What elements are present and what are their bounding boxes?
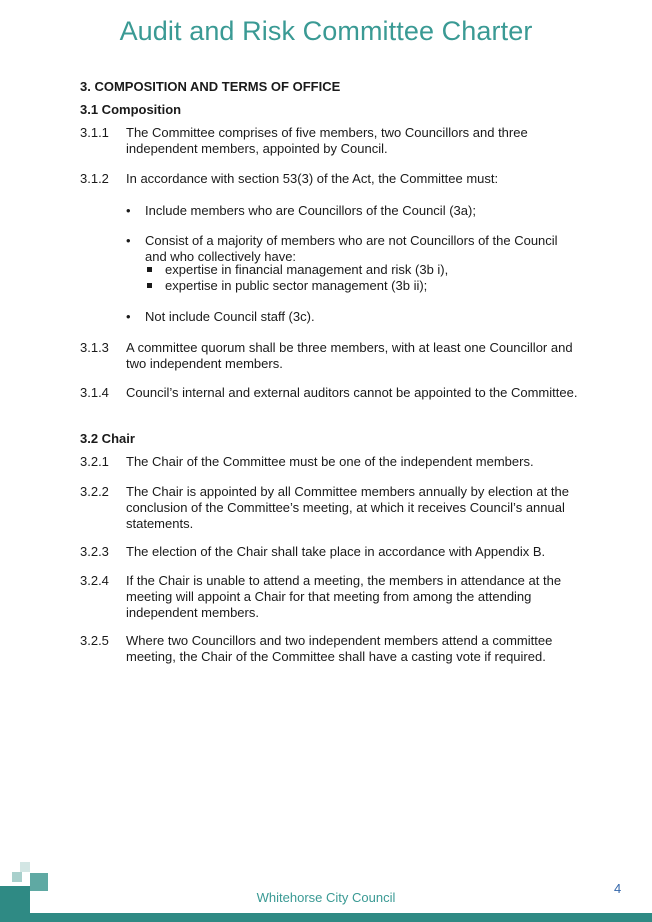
clause-3-1-4 [80,385,580,401]
bullet-item [126,309,576,325]
clause-text: The Chair is appointed by all Committee members annually by election at the conclusion of the Committee’s meeting, at which it receives Council’s annual statements. [126,484,569,531]
clause-text: In accordance with section 53(3) of the Act, the Committee must: [126,171,499,186]
clause-text: Where two Councillors and two independent members attend a committee meeting, the Chair of the Committee shall have a casting vote if required. [126,633,553,664]
clause-number: 3.2.3 [80,544,109,559]
decorative-square [30,873,48,891]
sub-bullet-item [146,278,566,294]
clause-3-2-2 [80,484,580,532]
footer-organisation: Whitehorse City Council [256,890,396,905]
decorative-square [20,862,30,872]
section-heading: 3. COMPOSITION AND TERMS OF OFFICE [80,79,341,94]
bullet-text: Consist of a majority of members who are not Councillors of the Council and who collectively have: [145,233,558,264]
subsection-heading-composition: 3.1 Composition [80,102,182,117]
bullet-marker: • [126,309,131,324]
sub-bullet-text: expertise in public sector management (3b ii); [165,278,428,293]
footer-bar [30,913,652,922]
sub-bullet-item [146,262,566,278]
clause-number: 3.1.2 [80,171,109,186]
bullet-text: Not include Council staff (3c). [145,309,315,324]
clause-text: The Committee comprises of five members, two Councillors and three independent members, appointed by Council. [126,125,528,156]
clause-3-1-1 [80,125,580,157]
clause-text: The Chair of the Committee must be one of the independent members. [126,454,534,469]
bullet-marker: • [126,233,131,248]
clause-3-2-3 [80,544,580,560]
clause-number: 3.2.1 [80,454,109,469]
subsection-heading-chair: 3.2 Chair [80,431,135,446]
bullet-text: Include members who are Councillors of the Council (3a); [145,203,476,218]
square-bullet-icon [147,267,152,272]
clause-3-1-2 [80,171,580,187]
clause-3-2-4 [80,573,580,621]
page-title: Audit and Risk Committee Charter [119,16,533,46]
bullet-marker: • [126,203,131,218]
page-number: 4 [614,881,622,896]
clause-text: Council’s internal and external auditors cannot be appointed to the Committee. [126,385,578,400]
clause-text: A committee quorum shall be three members, with at least one Councillor and two independent members. [126,340,573,371]
clause-3-1-3 [80,340,580,372]
clause-text: The election of the Chair shall take place in accordance with Appendix B. [126,544,546,559]
decorative-square [12,872,22,882]
clause-number: 3.2.5 [80,633,109,648]
clause-3-2-5 [80,633,580,665]
clause-number: 3.2.4 [80,573,109,588]
bullet-item [126,203,576,219]
clause-number: 3.1.4 [80,385,109,400]
clause-3-2-1 [80,454,580,470]
clause-number: 3.1.1 [80,125,109,140]
clause-number: 3.1.3 [80,340,109,355]
square-bullet-icon [147,283,152,288]
clause-number: 3.2.2 [80,484,109,499]
bullet-item [126,233,576,265]
sub-bullet-text: expertise in financial management and risk (3b i), [165,262,449,277]
clause-text: If the Chair is unable to attend a meeting, the members in attendance at the meeting will appoint a Chair for that meeting from among the attending independent members. [126,573,562,620]
